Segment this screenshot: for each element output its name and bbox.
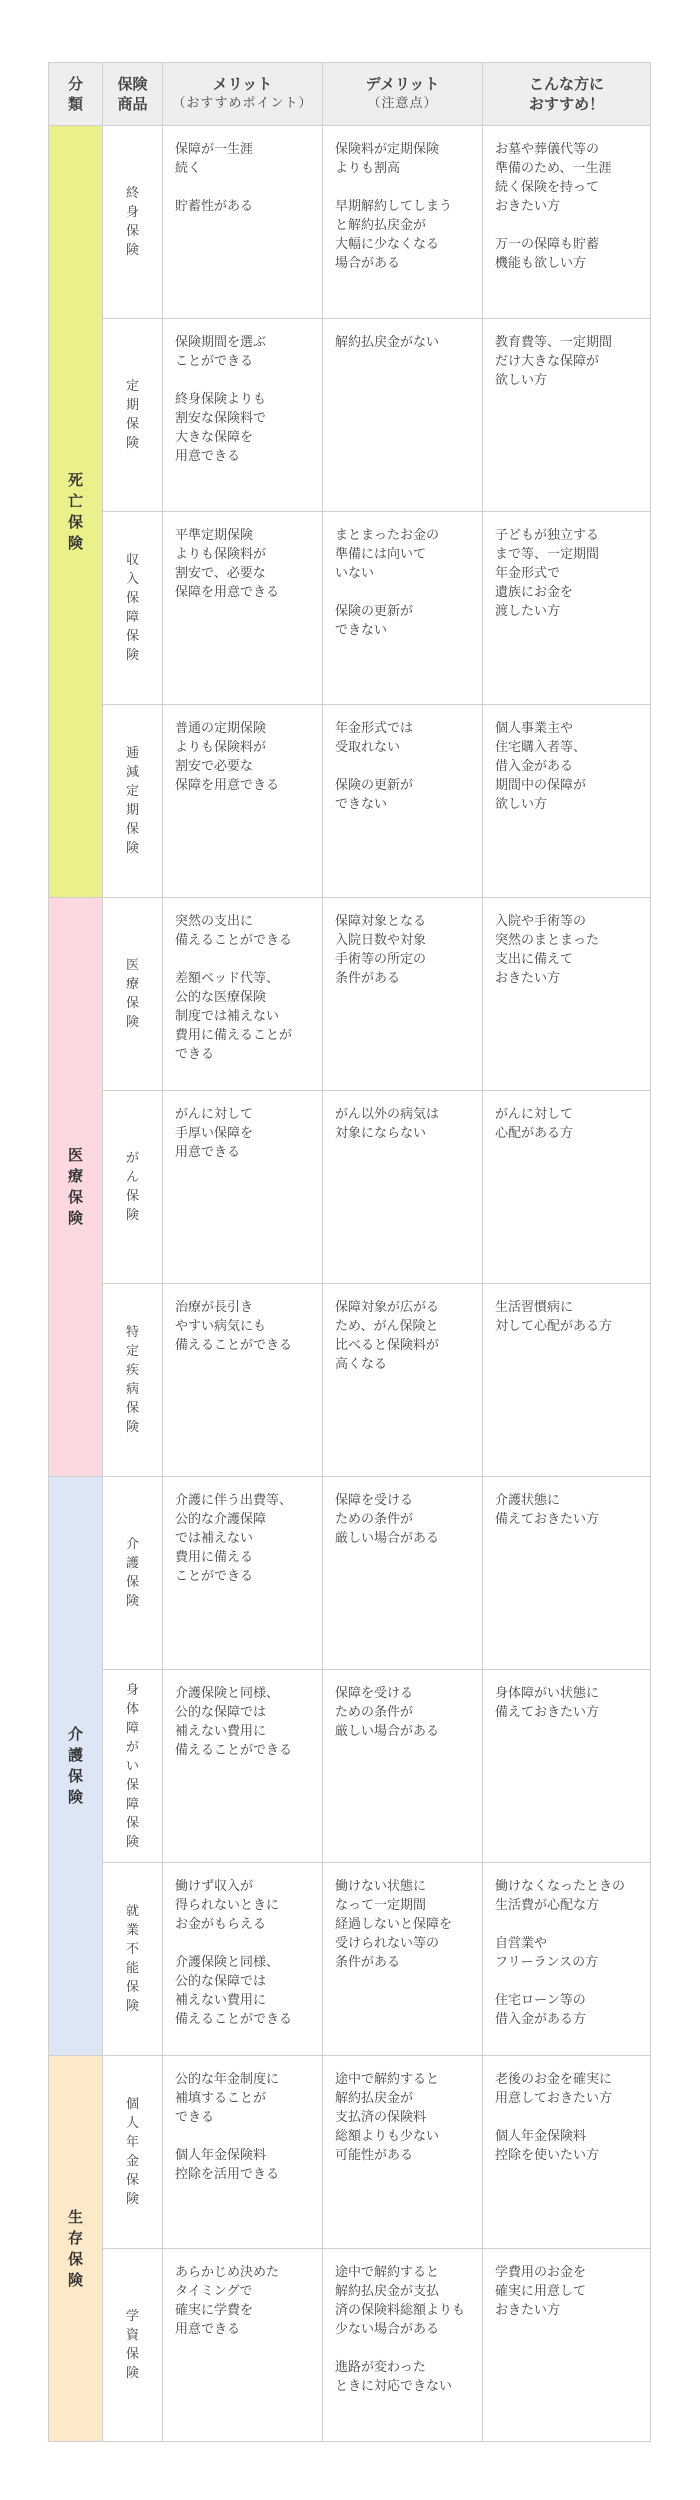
demerit-text: 保障対象となる 入院日数や対象 手術等の所定の 条件がある bbox=[335, 914, 427, 986]
table-row bbox=[49, 1284, 651, 1477]
table-row bbox=[49, 898, 651, 1091]
demerit-cell bbox=[323, 1091, 483, 1284]
product-cell bbox=[103, 1477, 163, 1670]
target-text: がんに対して 心配がある方 bbox=[495, 1107, 574, 1141]
target-cell bbox=[483, 1091, 651, 1284]
product-label: 身体障がい保障保険 bbox=[125, 1682, 139, 1850]
table-row bbox=[49, 705, 651, 898]
demerit-text: 保障を受ける ための条件が 厳しい場合がある bbox=[335, 1686, 440, 1739]
target-cell bbox=[483, 1284, 651, 1477]
product-cell bbox=[103, 2056, 163, 2249]
demerit-cell bbox=[323, 126, 483, 319]
merit-cell bbox=[163, 898, 323, 1091]
table-body bbox=[49, 126, 651, 2442]
merit-text: 突然の支出に 備えることができる 差額ベッド代等、 公的な医療保険 制度では補えない 費用に備えることが できる bbox=[175, 914, 293, 1062]
demerit-cell bbox=[323, 2056, 483, 2249]
product-label: 就業不能保険 bbox=[125, 1904, 139, 2014]
category-cell bbox=[49, 1477, 103, 2056]
merit-cell bbox=[163, 705, 323, 898]
demerit-text: 保障を受ける ための条件が 厳しい場合がある bbox=[335, 1493, 440, 1546]
target-text: 老後のお金を確実に 用意しておきたい方 個人年金保険料 控除を使いたい方 bbox=[495, 2072, 613, 2163]
header-demerit bbox=[323, 63, 483, 126]
demerit-text: 保障対象が広がる ため、がん保険と 比べると保険料が 高くなる bbox=[335, 1300, 440, 1372]
target-text: お墓や葬儀代等の 準備のため、一生涯 続く保険を持って おきたい方 万一の保障も貯蓄 機能も欲しい方 bbox=[495, 142, 612, 271]
demerit-text: 解約払戻金がない bbox=[335, 335, 440, 350]
target-text: 学費用のお金を 確実に用意して おきたい方 bbox=[495, 2265, 587, 2318]
product-label: 介護保険 bbox=[125, 1537, 139, 1609]
target-text: 働けなくなったときの 生活費が心配な方 自営業や フリーランスの方 住宅ローン等の 借入金がある方 bbox=[495, 1879, 626, 2027]
table-row bbox=[49, 2056, 651, 2249]
product-label: 学資保険 bbox=[125, 2309, 139, 2381]
demerit-cell bbox=[323, 705, 483, 898]
merit-cell bbox=[163, 1284, 323, 1477]
product-cell bbox=[103, 1670, 163, 1863]
merit-text: 保障が一生涯 続く 貯蓄性がある bbox=[175, 142, 254, 214]
product-cell bbox=[103, 2249, 163, 2442]
merit-cell bbox=[163, 1670, 323, 1863]
header-demerit-title: デメリット bbox=[365, 75, 440, 93]
product-cell bbox=[103, 319, 163, 512]
table-header bbox=[49, 63, 651, 126]
merit-text: 保険期間を選ぶ ことができる 終身保険よりも 割安な保険料で 大きな保障を 用意できる bbox=[175, 335, 267, 464]
target-cell bbox=[483, 898, 651, 1091]
product-cell bbox=[103, 512, 163, 705]
insurance-comparison-table bbox=[48, 62, 651, 2442]
header-demerit-sub: （注意点） bbox=[367, 96, 438, 111]
table-row bbox=[49, 126, 651, 319]
target-cell bbox=[483, 705, 651, 898]
product-cell bbox=[103, 705, 163, 898]
product-label: 特定疾病保険 bbox=[125, 1325, 139, 1435]
product-label: 収入保障保険 bbox=[125, 553, 139, 663]
category-cell bbox=[49, 898, 103, 1477]
product-label: 終身保険 bbox=[125, 186, 139, 258]
category-cell bbox=[49, 2056, 103, 2442]
target-cell bbox=[483, 1670, 651, 1863]
product-label: 逓減定期保険 bbox=[125, 746, 139, 856]
target-cell bbox=[483, 512, 651, 705]
product-cell bbox=[103, 1863, 163, 2056]
demerit-text: 保険料が定期保険 よりも割高 早期解約してしまう と解約払戻金が 大幅に少なくなる 場合がある bbox=[335, 142, 453, 271]
table-row bbox=[49, 319, 651, 512]
category-label: 介護保険 bbox=[67, 1725, 83, 1806]
table-row bbox=[49, 1863, 651, 2056]
product-cell bbox=[103, 898, 163, 1091]
category-label: 生存保険 bbox=[67, 2207, 83, 2289]
table-row bbox=[49, 1670, 651, 1863]
merit-text: 治療が長引き やすい病気にも 備えることができる bbox=[175, 1300, 293, 1353]
table-row bbox=[49, 2249, 651, 2442]
merit-text: 介護保険と同様、 公的な保障では 補えない費用に 備えることができる bbox=[175, 1686, 293, 1758]
category-cell bbox=[49, 126, 103, 898]
target-text: 個人事業主や 住宅購入者等、 借入金がある 期間中の保障が 欲しい方 bbox=[495, 721, 587, 812]
table-row bbox=[49, 1091, 651, 1284]
demerit-text: 働けない状態に なって一定期間 経過しないと保障を 受けられない等の 条件がある bbox=[335, 1879, 453, 1970]
header-merit-title: メリット bbox=[212, 75, 273, 93]
demerit-text: まとまったお金の 準備には向いて いない 保険の更新が できない bbox=[335, 528, 440, 638]
demerit-cell bbox=[323, 1284, 483, 1477]
category-label: 死亡保険 bbox=[67, 470, 83, 552]
merit-text: 働けず収入が 得られないときに お金がもらえる 介護保険と同様、 公的な保障では 補えない費用に 備えることができる bbox=[175, 1879, 293, 2027]
table-row bbox=[49, 512, 651, 705]
target-cell bbox=[483, 319, 651, 512]
demerit-text: がん以外の病気は 対象にならない bbox=[335, 1107, 440, 1141]
target-text: 子どもが独立する まで等、一定期間 年金形式で 遺族にお金を 渡したい方 bbox=[495, 528, 600, 619]
demerit-cell bbox=[323, 1863, 483, 2056]
product-cell bbox=[103, 1091, 163, 1284]
demerit-text: 途中で解約すると 解約払戻金が 支払済の保険料 総額よりも少ない 可能性がある bbox=[335, 2072, 440, 2163]
demerit-cell bbox=[323, 1477, 483, 1670]
merit-text: あらかじめ決めた タイミングで 確実に学費を 用意できる bbox=[175, 2265, 280, 2337]
merit-cell bbox=[163, 1863, 323, 2056]
target-text: 身体障がい状態に 備えておきたい方 bbox=[495, 1686, 600, 1720]
header-merit bbox=[163, 63, 323, 126]
product-label: 定期保険 bbox=[125, 379, 139, 451]
product-cell bbox=[103, 126, 163, 319]
merit-cell bbox=[163, 1477, 323, 1670]
merit-cell bbox=[163, 319, 323, 512]
demerit-text: 途中で解約すると 解約払戻金が支払 済の保険料総額よりも少ない場合がある 進路が変わった ときに対応できない bbox=[335, 2265, 466, 2394]
target-text: 介護状態に 備えておきたい方 bbox=[495, 1493, 600, 1527]
target-text: 生活習慣病に 対して心配がある方 bbox=[495, 1300, 613, 1334]
merit-cell bbox=[163, 1091, 323, 1284]
table-row bbox=[49, 1477, 651, 1670]
product-label: 医療保険 bbox=[125, 958, 139, 1030]
category-label: 医療保険 bbox=[67, 1146, 83, 1227]
demerit-cell bbox=[323, 2249, 483, 2442]
target-cell bbox=[483, 2056, 651, 2249]
demerit-cell bbox=[323, 898, 483, 1091]
header-target: こんな方に おすすめ！ bbox=[483, 63, 651, 126]
target-text: 教育費等、一定期間 だけ大きな保障が 欲しい方 bbox=[495, 335, 613, 388]
target-cell bbox=[483, 1863, 651, 2056]
demerit-cell bbox=[323, 319, 483, 512]
demerit-cell bbox=[323, 1670, 483, 1863]
target-cell bbox=[483, 1477, 651, 1670]
merit-cell bbox=[163, 126, 323, 319]
merit-text: 平準定期保険 よりも保険料が 割安で、必要な 保障を用意できる bbox=[175, 528, 280, 600]
header-row bbox=[49, 63, 651, 126]
demerit-cell bbox=[323, 512, 483, 705]
target-cell bbox=[483, 2249, 651, 2442]
header-product: 保険 商品 bbox=[103, 63, 163, 126]
merit-text: 普通の定期保険 よりも保険料が 割安で必要な 保障を用意できる bbox=[175, 721, 280, 793]
merit-text: 介護に伴う出費等、 公的な介護保障 では補えない 費用に備える ことができる bbox=[175, 1493, 293, 1584]
product-label: 個人年金保険 bbox=[125, 2097, 139, 2207]
merit-cell bbox=[163, 2249, 323, 2442]
merit-cell bbox=[163, 512, 323, 705]
demerit-text: 年金形式では 受取れない 保険の更新が できない bbox=[335, 721, 414, 812]
merit-cell bbox=[163, 2056, 323, 2249]
header-merit-sub: （おすすめポイント） bbox=[172, 96, 313, 111]
target-cell bbox=[483, 126, 651, 319]
product-label: がん保険 bbox=[125, 1151, 139, 1223]
merit-text: がんに対して 手厚い保障を 用意できる bbox=[175, 1107, 254, 1160]
merit-text: 公的な年金制度に 補填することが できる 個人年金保険料 控除を活用できる bbox=[175, 2072, 280, 2182]
header-category: 分 類 bbox=[49, 63, 103, 126]
product-cell bbox=[103, 1284, 163, 1477]
target-text: 入院や手術等の 突然のまとまった 支出に備えて おきたい方 bbox=[495, 914, 600, 986]
